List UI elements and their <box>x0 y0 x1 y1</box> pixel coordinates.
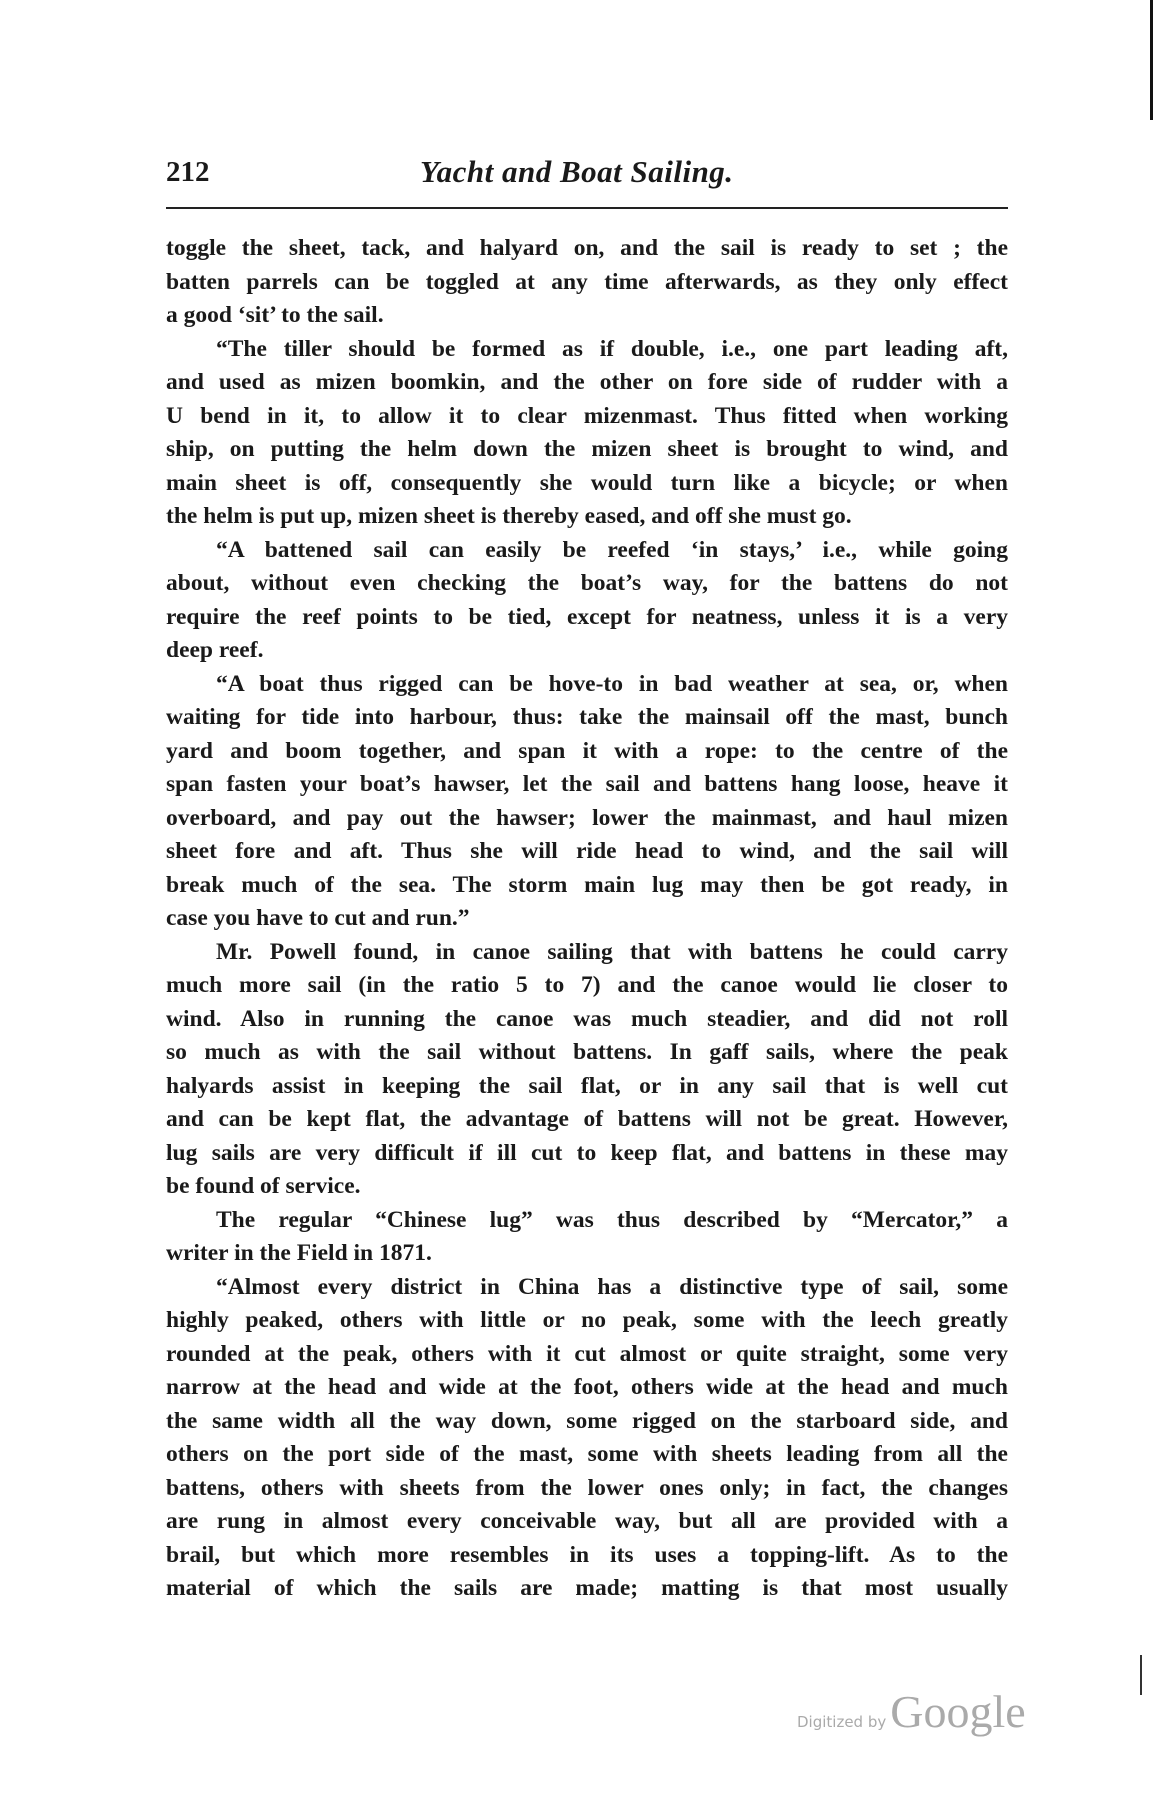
text-line: are rung in almost every conceivable way, but all are provided with a <box>166 1508 1008 1534</box>
text-line: deep reef. <box>166 637 264 663</box>
text-line: battens, others with sheets from the lower ones only; in fact, the changes <box>166 1474 1008 1501</box>
text-line: require the reef points to be tied, except for neatness, unless it is a very <box>166 603 1008 630</box>
text-line: and used as mizen boomkin, and the other on fore side of rudder with a <box>166 369 1008 395</box>
text-line: writer in the Field in 1871. <box>166 1240 432 1266</box>
text-line: “The tiller should be formed as if double, i.e., one part leading aft, <box>216 335 1008 362</box>
text-line: waiting for tide into harbour, thus: take the mainsail off the mast, bunch <box>166 704 1008 730</box>
text-line: yard and boom together, and span it with a rope: to the centre of the <box>166 737 1008 764</box>
text-line: material of which the sails are made; matting is that most usually <box>166 1575 1008 1601</box>
text-line: Mr. Powell found, in canoe sailing that with battens he could carry <box>216 938 1008 965</box>
body-text <box>166 232 1008 1606</box>
text-line: brail, but which more resembles in its uses a topping-lift. As to the <box>166 1541 1008 1568</box>
text-line: halyards assist in keeping the sail flat, or in any sail that is well cut <box>166 1072 1008 1099</box>
watermark-brand: Google <box>890 1686 1026 1737</box>
text-line: about, without even checking the boat’s way, for the battens do not <box>166 570 1008 596</box>
scan-mark <box>1140 1655 1142 1695</box>
text-line: The regular “Chinese lug” was thus described by “Mercator,” a <box>216 1206 1008 1233</box>
text-line: case you have to cut and run.” <box>166 905 470 931</box>
text-line: a good ‘sit’ to the sail. <box>166 302 384 328</box>
text-line: “A battened sail can easily be reefed ‘in stays,’ i.e., while going <box>216 536 1008 563</box>
text-line: main sheet is off, consequently she would turn like a bicycle; or when <box>166 469 1008 496</box>
text-line: and can be kept flat, the advantage of battens will not be great. However, <box>166 1106 1008 1132</box>
text-line: others on the port side of the mast, some with sheets leading from all the <box>166 1441 1008 1467</box>
text-line: “A boat thus rigged can be hove-to in bad weather at sea, or, when <box>216 670 1008 697</box>
running-title: Yacht and Boat Sailing. <box>420 154 734 189</box>
text-line: highly peaked, others with little or no peak, some with the leech greatly <box>166 1307 1008 1333</box>
page-number: 212 <box>166 156 210 188</box>
header-rule <box>166 207 1008 209</box>
text-line: ship, on putting the helm down the mizen sheet is brought to wind, and <box>166 436 1008 462</box>
text-line: span fasten your boat’s hawser, let the sail and battens hang loose, heave it <box>166 771 1008 797</box>
text-line: wind. Also in running the canoe was much steadier, and did not roll <box>166 1005 1008 1032</box>
text-line: overboard, and pay out the hawser; lower the mainmast, and haul mizen <box>166 804 1008 831</box>
text-line: “Almost every district in China has a distinctive type of sail, some <box>216 1273 1008 1300</box>
text-line: batten parrels can be toggled at any time afterwards, as they only effect <box>166 268 1008 295</box>
watermark <box>797 1685 1026 1738</box>
text-line: U bend in it, to allow it to clear mizenmast. Thus fitted when working <box>166 402 1008 429</box>
text-line: the helm is put up, mizen sheet is thereby eased, and off she must go. <box>166 503 852 529</box>
text-line: rounded at the peak, others with it cut almost or quite straight, some very <box>166 1340 1008 1367</box>
watermark-prefix: Digitized by <box>797 1713 887 1731</box>
text-line: break much of the sea. The storm main lug may then be got ready, in <box>166 871 1008 898</box>
text-line: the same width all the way down, some rigged on the starboard side, and <box>166 1407 1008 1434</box>
text-line: much more sail (in the ratio 5 to 7) and the canoe would lie closer to <box>166 972 1008 998</box>
text-line: be found of service. <box>166 1173 361 1199</box>
text-line: narrow at the head and wide at the foot, others wide at the head and much <box>166 1374 1008 1400</box>
text-line: sheet fore and aft. Thus she will ride head to wind, and the sail will <box>166 838 1008 864</box>
text-line: so much as with the sail without battens. In gaff sails, where the peak <box>166 1039 1008 1065</box>
text-line: toggle the sheet, tack, and halyard on, and the sail is ready to set ; the <box>166 235 1008 261</box>
text-line: lug sails are very difficult if ill cut to keep flat, and battens in these may <box>166 1139 1008 1166</box>
